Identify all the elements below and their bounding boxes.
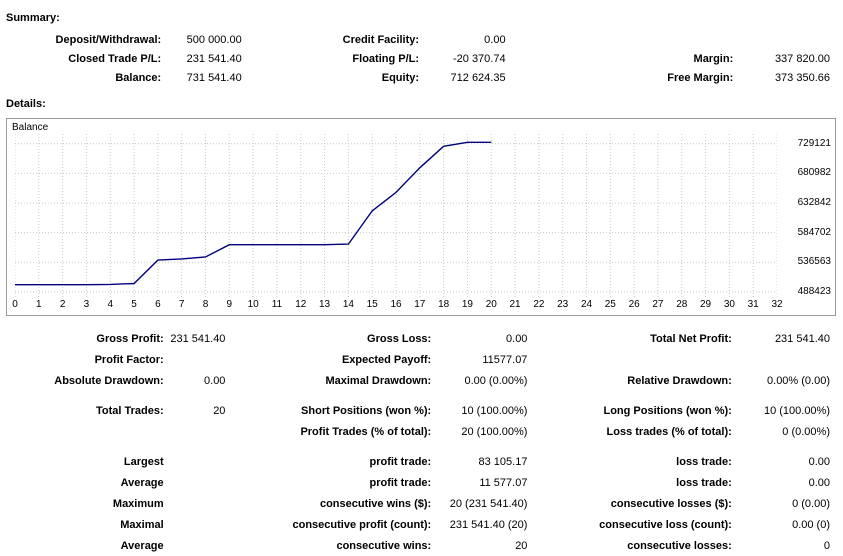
stats-spacer-row <box>0 391 838 400</box>
x-axis-tick-label: 22 <box>533 299 545 310</box>
stats-label <box>547 349 737 370</box>
summary-value: 373 350.66 <box>774 71 830 84</box>
x-axis-tick-label: 23 <box>557 299 569 310</box>
summary-row <box>0 30 838 49</box>
stats-value: 20 (231 541.40) <box>449 497 528 510</box>
stats-row <box>0 472 838 493</box>
stats-label: consecutive wins ($): <box>319 497 432 510</box>
stats-value <box>170 514 226 535</box>
spacer <box>225 493 245 514</box>
stats-value: 10 (100.00%) <box>461 404 528 417</box>
x-axis-tick-label: 19 <box>461 299 473 310</box>
chart-x-axis-labels <box>12 299 783 313</box>
x-axis-tick-label: 3 <box>83 299 90 310</box>
stats-value: 0.00 (0.00%) <box>464 374 528 387</box>
summary-table <box>0 30 838 87</box>
x-axis-tick-label: 1 <box>36 299 42 310</box>
spacer <box>242 68 268 87</box>
x-axis-tick-label: 32 <box>771 299 783 310</box>
x-axis-tick-label: 17 <box>414 299 426 310</box>
x-axis-tick-label: 24 <box>580 299 593 310</box>
stats-value: 0 <box>823 539 830 552</box>
stats-label: consecutive loss (count): <box>599 518 732 531</box>
spacer <box>527 535 547 556</box>
stats-value: 0 (0.00%) <box>782 425 830 438</box>
stats-row <box>0 535 838 556</box>
summary-value: 231 541.40 <box>186 52 242 65</box>
chart-svg <box>15 134 777 297</box>
stats-label: Relative Drawdown: <box>627 374 732 387</box>
stats-label: profit trade: <box>369 476 432 489</box>
x-axis-tick-label: 9 <box>226 299 233 310</box>
chart-plot-area <box>15 134 777 297</box>
chart-gridlines <box>15 134 777 297</box>
x-axis-tick-label: 28 <box>676 299 688 310</box>
stats-row <box>0 421 838 442</box>
spacer <box>506 30 532 49</box>
y-axis-tick-label: 584702 <box>797 226 831 238</box>
spacer <box>506 49 532 68</box>
spacer <box>0 391 838 400</box>
spacer <box>225 535 245 556</box>
stats-label: Average <box>120 476 164 489</box>
stats-value: 0.00 <box>204 374 226 387</box>
summary-label: Credit Facility: <box>342 33 420 46</box>
spacer <box>242 49 268 68</box>
stats-value <box>170 472 226 493</box>
balance-chart <box>6 118 836 316</box>
spacer <box>527 472 547 493</box>
summary-value: 712 624.35 <box>450 71 506 84</box>
stats-value <box>738 349 838 370</box>
x-axis-tick-label: 27 <box>652 299 664 310</box>
y-axis-tick-label: 680982 <box>797 167 831 179</box>
summary-label: Floating P/L: <box>352 52 420 65</box>
stats-label: consecutive wins: <box>336 539 432 552</box>
stats-value <box>170 349 226 370</box>
spacer <box>527 328 547 349</box>
stats-value: 83 105.17 <box>478 455 528 468</box>
stats-label: loss trade: <box>676 455 732 468</box>
summary-value: 731 541.40 <box>186 71 242 84</box>
summary-label <box>532 30 739 49</box>
stats-label: profit trade: <box>369 455 432 468</box>
spacer <box>527 451 547 472</box>
x-axis-tick-label: 11 <box>271 299 283 310</box>
x-axis-tick-label: 25 <box>604 299 616 310</box>
spacer <box>242 30 268 49</box>
stats-value: 0.00 <box>808 476 830 489</box>
stats-row <box>0 349 838 370</box>
stats-value: 0 (0.00) <box>792 497 830 510</box>
spacer <box>225 349 245 370</box>
x-axis-tick-label: 4 <box>107 299 114 310</box>
stats-label: Profit Factor: <box>94 353 164 366</box>
x-axis-tick-label: 26 <box>628 299 640 310</box>
summary-label: Deposit/Withdrawal: <box>55 33 162 46</box>
stats-label: Gross Profit: <box>96 332 164 345</box>
x-axis-tick-label: 15 <box>366 299 378 310</box>
details-heading: Details: <box>6 98 46 110</box>
spacer <box>527 400 547 421</box>
spacer <box>225 472 245 493</box>
x-axis-tick-label: 12 <box>295 299 307 310</box>
stats-label: Expected Payoff: <box>341 353 432 366</box>
stats-value: 11 577.07 <box>479 476 528 489</box>
chart-legend-label: Balance <box>12 122 49 133</box>
spacer <box>225 514 245 535</box>
stats-value: 0.00 <box>808 455 830 468</box>
stats-label <box>0 421 170 442</box>
x-axis-tick-label: 6 <box>155 299 161 310</box>
spacer <box>0 442 838 451</box>
stats-row <box>0 400 838 421</box>
stats-value <box>170 535 226 556</box>
spacer <box>527 514 547 535</box>
stats-value: 10 (100.00%) <box>763 404 830 417</box>
stats-label: consecutive losses: <box>627 539 732 552</box>
stats-value: 20 <box>515 539 528 552</box>
stats-row <box>0 514 838 535</box>
x-axis-tick-label: 18 <box>438 299 450 310</box>
x-axis-tick-label: 10 <box>247 299 259 310</box>
spacer <box>527 349 547 370</box>
x-axis-tick-label: 7 <box>178 299 185 310</box>
x-axis-tick-label: 0 <box>12 299 18 310</box>
stats-label: Short Positions (won %): <box>301 404 432 417</box>
stats-label: Long Positions (won %): <box>603 404 732 417</box>
summary-value: -20 370.74 <box>452 52 506 65</box>
stats-value: 20 (100.00%) <box>461 425 528 438</box>
chart-y-axis-labels <box>779 134 831 297</box>
x-axis-tick-label: 30 <box>723 299 735 310</box>
stats-row <box>0 370 838 391</box>
stats-value: 231 541.40 <box>774 332 830 345</box>
stats-label: consecutive losses ($): <box>610 497 732 510</box>
spacer <box>225 328 245 349</box>
spacer <box>527 493 547 514</box>
spacer <box>527 370 547 391</box>
stats-label: Loss trades (% of total): <box>606 425 732 438</box>
summary-row <box>0 68 838 87</box>
summary-label: Equity: <box>381 71 420 84</box>
summary-value: 337 820.00 <box>774 52 830 65</box>
stats-label: Maximal <box>120 518 164 531</box>
summary-label: Balance: <box>115 71 162 84</box>
stats-value: 0.00 (0) <box>792 518 830 531</box>
stats-label: Maximal Drawdown: <box>325 374 432 387</box>
x-axis-tick-label: 29 <box>700 299 712 310</box>
stats-label: Absolute Drawdown: <box>54 374 164 387</box>
summary-label: Margin: <box>693 52 734 65</box>
x-axis-tick-label: 14 <box>342 299 354 310</box>
stats-value: 20 <box>213 404 226 417</box>
stats-label: Total Net Profit: <box>650 332 732 345</box>
y-axis-tick-label: 536563 <box>797 256 831 268</box>
stats-value <box>170 451 226 472</box>
y-axis-tick-label: 729121 <box>797 137 831 149</box>
x-axis-tick-label: 21 <box>509 299 521 310</box>
stats-label: Total Trades: <box>96 404 164 417</box>
summary-heading: Summary: <box>6 12 60 24</box>
summary-value: 500 000.00 <box>186 33 242 46</box>
summary-value: 0.00 <box>484 33 506 46</box>
stats-value: 231 541.40 (20) <box>449 518 528 531</box>
stats-value: 231 541.40 <box>170 332 226 345</box>
x-axis-tick-label: 2 <box>59 299 66 310</box>
spacer <box>225 421 245 442</box>
statistics-table <box>0 328 838 556</box>
x-axis-tick-label: 13 <box>319 299 331 310</box>
stats-value <box>170 493 226 514</box>
spacer <box>527 421 547 442</box>
x-axis-tick-label: 16 <box>390 299 402 310</box>
summary-value <box>739 30 838 49</box>
spacer <box>225 370 245 391</box>
stats-label: consecutive profit (count): <box>292 518 432 531</box>
stats-value: 0.00% (0.00) <box>767 374 830 387</box>
stats-spacer-row <box>0 442 838 451</box>
stats-label: Gross Loss: <box>367 332 432 345</box>
summary-row <box>0 49 838 68</box>
x-axis-tick-label: 5 <box>131 299 137 310</box>
stats-label: Average <box>120 539 164 552</box>
stats-label: Maximum <box>112 497 164 510</box>
stats-row <box>0 328 838 349</box>
summary-label: Free Margin: <box>667 71 734 84</box>
stats-value <box>170 421 226 442</box>
x-axis-tick-label: 8 <box>202 299 209 310</box>
stats-value: 0.00 <box>506 332 528 345</box>
stats-row <box>0 451 838 472</box>
x-axis-tick-label: 31 <box>747 299 759 310</box>
x-axis-tick-label: 20 <box>485 299 497 310</box>
stats-value: 11577.07 <box>482 353 528 366</box>
stats-label: Profit Trades (% of total): <box>300 425 432 438</box>
spacer <box>225 451 245 472</box>
spacer <box>225 400 245 421</box>
y-axis-tick-label: 488423 <box>797 285 831 297</box>
stats-label: loss trade: <box>676 476 732 489</box>
stats-label: Largest <box>123 455 164 468</box>
stats-row <box>0 493 838 514</box>
summary-label: Closed Trade P/L: <box>68 52 162 65</box>
spacer <box>506 68 532 87</box>
y-axis-tick-label: 632842 <box>797 196 831 208</box>
